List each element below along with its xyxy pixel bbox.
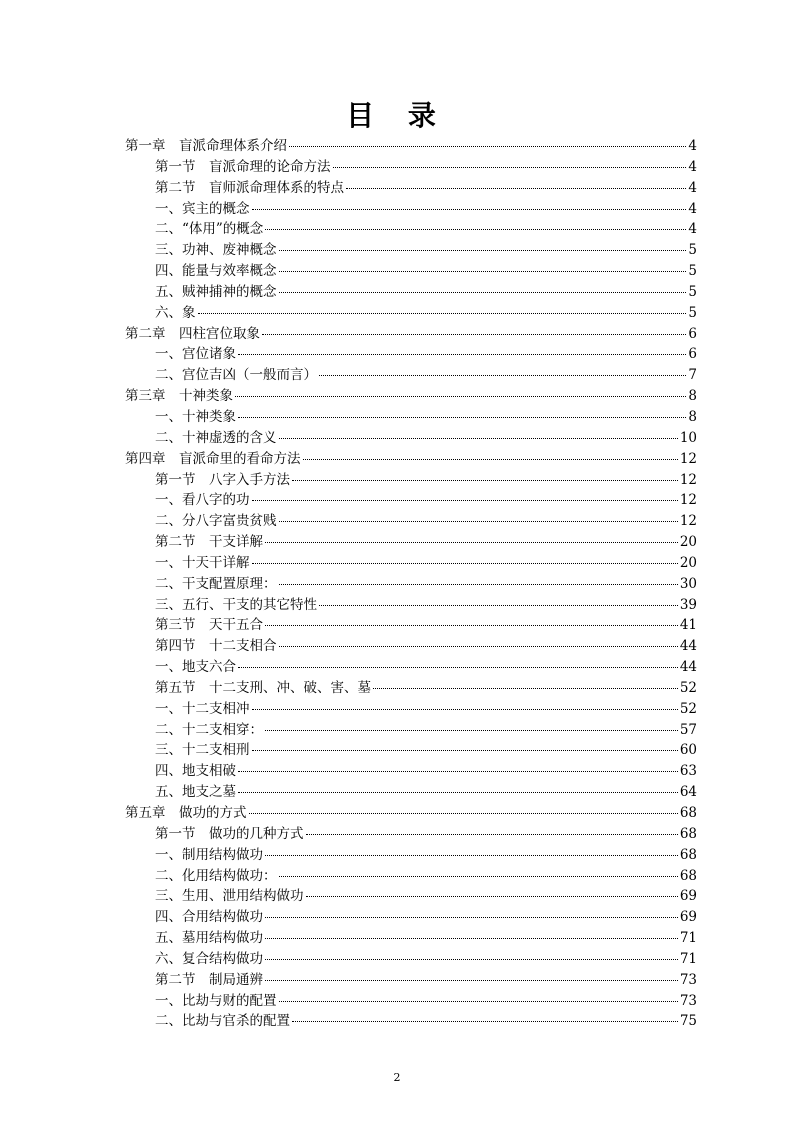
table-of-contents bbox=[125, 136, 697, 1032]
toc-section-entry[interactable] bbox=[125, 553, 697, 574]
toc-section-entry[interactable] bbox=[125, 699, 697, 720]
toc-chapter-entry[interactable] bbox=[125, 803, 697, 824]
toc-section-entry[interactable] bbox=[125, 470, 697, 491]
dot-leader bbox=[265, 959, 678, 960]
toc-entry-title: 四、地支相破 bbox=[155, 763, 236, 780]
toc-entry-page: 52 bbox=[679, 679, 697, 696]
toc-entry-page: 6 bbox=[688, 346, 697, 363]
toc-entry-title: 一、十天干详解 bbox=[155, 554, 250, 571]
dot-leader bbox=[238, 417, 686, 418]
toc-section-entry[interactable] bbox=[125, 845, 697, 866]
toc-entry-title: 第二节 干支详解 bbox=[155, 534, 263, 551]
toc-entry-page: 5 bbox=[688, 283, 697, 300]
toc-section-entry[interactable] bbox=[125, 1011, 697, 1032]
toc-section-entry[interactable] bbox=[125, 928, 697, 949]
toc-section-entry[interactable] bbox=[125, 344, 697, 365]
toc-entry-title: 二、“体用”的概念 bbox=[155, 221, 264, 238]
dot-leader bbox=[279, 876, 678, 877]
dot-leader bbox=[252, 750, 678, 751]
toc-chapter-entry[interactable] bbox=[125, 136, 697, 157]
dot-leader bbox=[292, 480, 678, 481]
dot-leader bbox=[279, 1001, 678, 1002]
dot-leader bbox=[249, 813, 678, 814]
toc-section-entry[interactable] bbox=[125, 178, 697, 199]
toc-entry-page: 8 bbox=[688, 388, 697, 405]
toc-section-entry[interactable] bbox=[125, 282, 697, 303]
toc-entry-title: 第一节 八字入手方法 bbox=[155, 471, 290, 488]
page-number: 2 bbox=[393, 1071, 401, 1084]
toc-entry-page: 73 bbox=[679, 992, 697, 1009]
toc-entry-title: 第二章 四柱宫位取象 bbox=[125, 325, 260, 342]
toc-section-entry[interactable] bbox=[125, 240, 697, 261]
toc-entry-title: 四、能量与效率概念 bbox=[155, 263, 277, 280]
toc-section-entry[interactable] bbox=[125, 595, 697, 616]
toc-entry-page: 8 bbox=[688, 408, 697, 425]
toc-entry-page: 12 bbox=[679, 492, 697, 509]
dot-leader bbox=[238, 771, 678, 772]
toc-section-entry[interactable] bbox=[125, 636, 697, 657]
dot-leader bbox=[289, 146, 686, 147]
dot-leader bbox=[235, 396, 686, 397]
dot-leader bbox=[238, 354, 686, 355]
toc-entry-page: 30 bbox=[679, 575, 697, 592]
dot-leader bbox=[279, 271, 687, 272]
dot-leader bbox=[265, 625, 678, 626]
toc-entry-page: 64 bbox=[679, 784, 697, 801]
toc-section-entry[interactable] bbox=[125, 970, 697, 991]
dot-leader bbox=[319, 375, 686, 376]
toc-section-entry[interactable] bbox=[125, 490, 697, 511]
dot-leader bbox=[265, 229, 686, 230]
dot-leader bbox=[319, 605, 678, 606]
toc-chapter-entry[interactable] bbox=[125, 386, 697, 407]
toc-section-entry[interactable] bbox=[125, 991, 697, 1012]
dot-leader bbox=[265, 980, 678, 981]
toc-entry-title: 第三节 天干五合 bbox=[155, 617, 263, 634]
dot-leader bbox=[306, 834, 678, 835]
toc-section-entry[interactable] bbox=[125, 574, 697, 595]
dot-leader bbox=[279, 584, 678, 585]
dot-leader bbox=[279, 646, 678, 647]
toc-entry-title: 三、五行、干支的其它特性 bbox=[155, 596, 317, 613]
toc-section-entry[interactable] bbox=[125, 678, 697, 699]
toc-entry-title: 第二节 制局通辨 bbox=[155, 971, 263, 988]
toc-section-entry[interactable] bbox=[125, 949, 697, 970]
toc-entry-page: 4 bbox=[688, 221, 697, 238]
toc-entry-title: 一、十神类象 bbox=[155, 408, 236, 425]
dot-leader bbox=[373, 688, 678, 689]
toc-chapter-entry[interactable] bbox=[125, 449, 697, 470]
toc-section-entry[interactable] bbox=[125, 907, 697, 928]
toc-entry-page: 5 bbox=[688, 242, 697, 259]
toc-entry-title: 一、比劫与财的配置 bbox=[155, 992, 277, 1009]
toc-entry-page: 10 bbox=[679, 429, 697, 446]
toc-entry-title: 二、比劫与官杀的配置 bbox=[155, 1013, 290, 1030]
toc-entry-title: 二、干支配置原理： bbox=[155, 575, 277, 592]
toc-section-entry[interactable] bbox=[125, 261, 697, 282]
toc-section-entry[interactable] bbox=[125, 532, 697, 553]
toc-entry-page: 69 bbox=[679, 909, 697, 926]
dot-leader bbox=[198, 313, 687, 314]
dot-leader bbox=[292, 1021, 678, 1022]
toc-entry-page: 6 bbox=[688, 325, 697, 342]
toc-entry-page: 12 bbox=[679, 471, 697, 488]
dot-leader bbox=[333, 167, 687, 168]
dot-leader bbox=[238, 792, 678, 793]
toc-entry-title: 五、地支之墓 bbox=[155, 784, 236, 801]
toc-section-entry[interactable] bbox=[125, 657, 697, 678]
toc-entry-page: 44 bbox=[679, 638, 697, 655]
toc-section-entry[interactable] bbox=[125, 761, 697, 782]
toc-entry-page: 5 bbox=[688, 263, 697, 280]
toc-section-entry[interactable] bbox=[125, 365, 697, 386]
dot-leader bbox=[265, 917, 678, 918]
toc-section-entry[interactable] bbox=[125, 615, 697, 636]
toc-entry-title: 二、十神虚透的含义 bbox=[155, 429, 277, 446]
toc-entry-title: 第四节 十二支相合 bbox=[155, 638, 277, 655]
dot-leader bbox=[279, 521, 678, 522]
toc-entry-title: 一、制用结构做功 bbox=[155, 846, 263, 863]
toc-entry-title: 六、复合结构做功 bbox=[155, 950, 263, 967]
toc-entry-page: 69 bbox=[679, 888, 697, 905]
toc-entry-page: 71 bbox=[679, 950, 697, 967]
toc-entry-page: 75 bbox=[679, 1013, 697, 1030]
toc-entry-title: 二、化用结构做功： bbox=[155, 867, 277, 884]
dot-leader bbox=[346, 188, 686, 189]
toc-section-entry[interactable] bbox=[125, 866, 697, 887]
toc-entry-title: 一、十二支相冲 bbox=[155, 700, 250, 717]
toc-entry-page: 7 bbox=[688, 367, 697, 384]
toc-entry-title: 第二节 盲师派命理体系的特点 bbox=[155, 179, 344, 196]
toc-entry-page: 4 bbox=[688, 138, 697, 154]
dot-leader bbox=[252, 209, 687, 210]
dot-leader bbox=[262, 334, 686, 335]
toc-entry-page: 12 bbox=[679, 513, 697, 530]
toc-entry-title: 第四章 盲派命里的看命方法 bbox=[125, 450, 301, 467]
toc-entry-page: 12 bbox=[679, 450, 697, 467]
toc-section-entry[interactable] bbox=[125, 886, 697, 907]
toc-entry-title: 第一节 做功的几种方式 bbox=[155, 825, 304, 842]
toc-entry-title: 第五节 十二支刑、冲、破、害、墓 bbox=[155, 679, 371, 696]
toc-entry-title: 三、十二支相刑 bbox=[155, 742, 250, 759]
toc-entry-title: 六、象 bbox=[155, 304, 196, 321]
dot-leader bbox=[265, 938, 678, 939]
toc-entry-page: 68 bbox=[679, 805, 697, 821]
toc-entry-page: 39 bbox=[679, 596, 697, 613]
toc-section-entry[interactable] bbox=[125, 428, 697, 449]
dot-leader bbox=[265, 542, 678, 543]
toc-entry-title: 第一章 盲派命理体系介绍 bbox=[125, 138, 287, 154]
toc-entry-page: 4 bbox=[688, 158, 697, 175]
dot-leader bbox=[306, 896, 678, 897]
toc-entry-title: 三、生用、泄用结构做功 bbox=[155, 888, 304, 905]
toc-entry-page: 57 bbox=[679, 721, 697, 738]
toc-entry-title: 第五章 做功的方式 bbox=[125, 805, 247, 821]
dot-leader bbox=[279, 438, 678, 439]
toc-entry-title: 一、宫位诸象 bbox=[155, 346, 236, 363]
toc-section-entry[interactable] bbox=[125, 782, 697, 803]
dot-leader bbox=[252, 500, 678, 501]
toc-entry-page: 73 bbox=[679, 971, 697, 988]
toc-entry-page: 4 bbox=[688, 200, 697, 217]
toc-entry-page: 60 bbox=[679, 742, 697, 759]
dot-leader bbox=[265, 730, 678, 731]
toc-entry-page: 63 bbox=[679, 763, 697, 780]
toc-section-entry[interactable] bbox=[125, 740, 697, 761]
toc-entry-page: 68 bbox=[679, 825, 697, 842]
toc-entry-title: 一、看八字的功 bbox=[155, 492, 250, 509]
toc-entry-page: 20 bbox=[679, 554, 697, 571]
dot-leader bbox=[252, 709, 678, 710]
toc-section-entry[interactable] bbox=[125, 407, 697, 428]
toc-entry-title: 二、分八字富贵贫贱 bbox=[155, 513, 277, 530]
toc-entry-page: 68 bbox=[679, 846, 697, 863]
toc-entry-page: 5 bbox=[688, 304, 697, 321]
toc-entry-page: 20 bbox=[679, 534, 697, 551]
dot-leader bbox=[279, 292, 687, 293]
dot-leader bbox=[265, 855, 678, 856]
toc-entry-title: 五、贼神捕神的概念 bbox=[155, 283, 277, 300]
toc-entry-page: 52 bbox=[679, 700, 697, 717]
toc-entry-title: 一、地支六合 bbox=[155, 659, 236, 676]
dot-leader bbox=[238, 667, 678, 668]
toc-section-entry[interactable] bbox=[125, 157, 697, 178]
toc-entry-title: 五、墓用结构做功 bbox=[155, 930, 263, 947]
page-title: 目 录 bbox=[346, 99, 448, 132]
toc-chapter-entry[interactable] bbox=[125, 324, 697, 345]
toc-entry-page: 71 bbox=[679, 930, 697, 947]
toc-entry-page: 44 bbox=[679, 659, 697, 676]
toc-section-entry[interactable] bbox=[125, 303, 697, 324]
toc-entry-title: 二、宫位吉凶（一般而言） bbox=[155, 367, 317, 384]
toc-entry-title: 第一节 盲派命理的论命方法 bbox=[155, 158, 331, 175]
toc-entry-page: 68 bbox=[679, 867, 697, 884]
toc-section-entry[interactable] bbox=[125, 219, 697, 240]
dot-leader bbox=[303, 459, 678, 460]
toc-entry-title: 第三章 十神类象 bbox=[125, 388, 233, 405]
toc-section-entry[interactable] bbox=[125, 720, 697, 741]
toc-entry-title: 二、十二支相穿： bbox=[155, 721, 263, 738]
toc-section-entry[interactable] bbox=[125, 824, 697, 845]
toc-section-entry[interactable] bbox=[125, 511, 697, 532]
toc-entry-title: 四、合用结构做功 bbox=[155, 909, 263, 926]
toc-section-entry[interactable] bbox=[125, 199, 697, 220]
toc-entry-title: 一、宾主的概念 bbox=[155, 200, 250, 217]
toc-entry-title: 三、功神、废神概念 bbox=[155, 242, 277, 259]
toc-entry-page: 41 bbox=[679, 617, 697, 634]
dot-leader bbox=[279, 250, 687, 251]
dot-leader bbox=[252, 563, 678, 564]
toc-entry-page: 4 bbox=[688, 179, 697, 196]
